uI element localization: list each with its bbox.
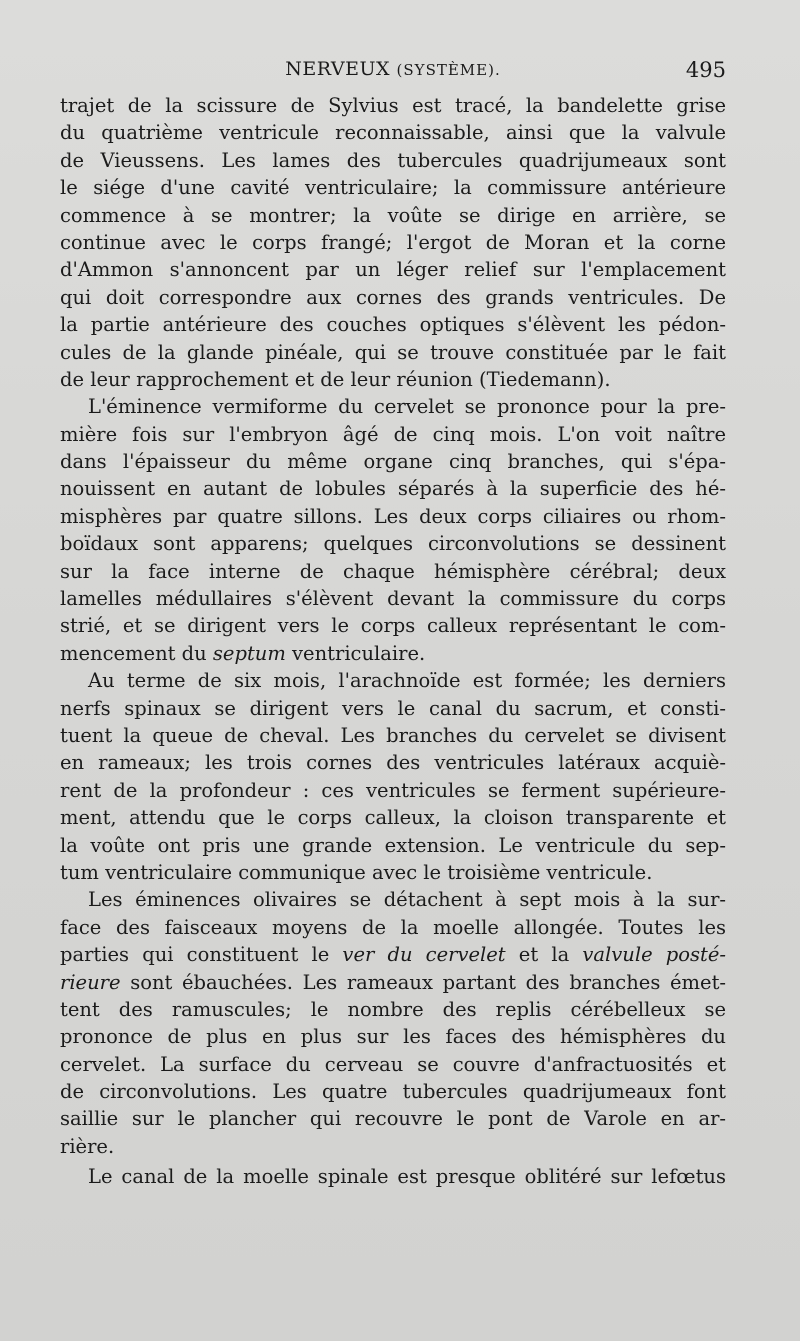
text-line: de Vieussens. Les lames des tubercules quadrijumeaux sont xyxy=(60,148,726,172)
text-line: commence à se montrer; la voûte se dirige en arrière, se xyxy=(60,203,726,227)
text-line: L'éminence vermiforme du cervelet se prononce pour la pre- xyxy=(88,395,726,419)
text-line: tum ventriculaire communique avec le troisième ventricule. xyxy=(60,860,653,884)
text-line: la voûte ont pris une grande extension. Le ventricule du sep- xyxy=(60,833,726,857)
text-line: qui doit correspondre aux cornes des grands ventricules. De xyxy=(60,285,726,309)
running-head xyxy=(60,58,726,88)
text-line: nerfs spinaux se dirigent vers le canal du sacrum, et consti- xyxy=(60,696,726,720)
running-title-main: NERVEUX xyxy=(285,58,390,80)
text-line: prononce de plus en plus sur les faces des hémisphères du xyxy=(60,1025,726,1049)
text-line: le siége d'une cavité ventriculaire; la commissure antérieure xyxy=(60,176,726,200)
text-line: continue avec le corps frangé; l'ergot de Moran et la corne xyxy=(60,230,726,254)
running-title-paren: (SYSTÈME). xyxy=(396,61,501,79)
text-line: mière fois sur l'embryon âgé de cinq mois. L'on voit naître xyxy=(60,422,726,446)
text-run: parties qui constituent le xyxy=(60,943,343,967)
text-line: strié, et se dirigent vers le corps calleux représentant le com- xyxy=(60,614,726,638)
italic-term-rieure: rieure xyxy=(60,970,121,994)
text-line: lamelles médullaires s'élèvent devant la commissure du corps xyxy=(60,587,726,611)
text-line: tent des ramuscules; le nombre des replis cérébelleux se xyxy=(60,997,726,1021)
text-line: ment, attendu que le corps calleux, la cloison transparente et xyxy=(60,806,726,830)
text-line: misphères par quatre sillons. Les deux corps ciliaires ou rhom- xyxy=(60,504,726,528)
text-line: face des faisceaux moyens de la moelle allongée. Toutes les xyxy=(60,915,726,939)
text-line: la partie antérieure des couches optiques s'élèvent les pédon- xyxy=(60,313,726,337)
text-line: de leur rapprochement et de leur réunion (Tiedemann). xyxy=(60,367,611,391)
page-number: 495 xyxy=(685,58,726,82)
text-run: et la xyxy=(505,943,583,967)
text-line: trajet de la scissure de Sylvius est tracé, la bandelette grise xyxy=(60,94,726,117)
text-line-mixed xyxy=(60,640,726,667)
text-run: mencement du xyxy=(60,641,213,665)
text-line: du quatrième ventricule reconnaissable, ainsi que la valvule xyxy=(60,121,726,145)
italic-term-ver-du-cervelet: ver du cervelet xyxy=(342,943,506,967)
italic-term-valvule: valvule posté- xyxy=(582,943,726,967)
text-line: de circonvolutions. Les quatre tubercules quadrijumeaux font xyxy=(60,1080,726,1104)
text-line: sur la face interne de chaque hémisphère cérébral; deux xyxy=(60,559,726,583)
text-line: Le canal de la moelle spinale est presque oblitéré sur lefœtus xyxy=(88,1165,726,1189)
text-run: ventriculaire. xyxy=(285,641,426,665)
text-line: Au terme de six mois, l'arachnoïde est formée; les derniers xyxy=(88,669,726,693)
text-line: boïdaux sont apparens; quelques circonvolutions se dessinent xyxy=(60,532,726,556)
text-line: d'Ammon s'annoncent par un léger relief sur l'emplacement xyxy=(60,258,726,282)
text-line-mixed xyxy=(60,941,726,968)
text-line: rière. xyxy=(60,1134,115,1158)
text-line: saillie sur le plancher qui recouvre le pont de Varole en ar- xyxy=(60,1107,726,1131)
text-line: dans l'épaisseur du même organe cinq branches, qui s'épa- xyxy=(60,450,726,474)
body-text xyxy=(60,92,726,1191)
text-line: cervelet. La surface du cerveau se couvre d'anfractuosités et xyxy=(60,1052,726,1076)
text-run: sont ébauchées. Les rameaux partant des branches émet- xyxy=(120,970,726,994)
text-line: en rameaux; les trois cornes des ventricules latéraux acquiè- xyxy=(60,751,726,775)
text-line: tuent la queue de cheval. Les branches du cervelet se divisent xyxy=(60,723,726,747)
text-line: rent de la profondeur : ces ventricules se ferment supérieure- xyxy=(60,778,726,802)
text-line: Les éminences olivaires se détachent à sept mois à la sur- xyxy=(88,888,726,912)
text-line: nouissent en autant de lobules séparés à la superficie des hé- xyxy=(60,477,726,501)
text-line-mixed xyxy=(60,969,726,996)
italic-term-septum: septum xyxy=(212,641,286,665)
text-line: cules de la glande pinéale, qui se trouve constituée par le fait xyxy=(60,340,726,364)
running-title xyxy=(60,58,726,80)
